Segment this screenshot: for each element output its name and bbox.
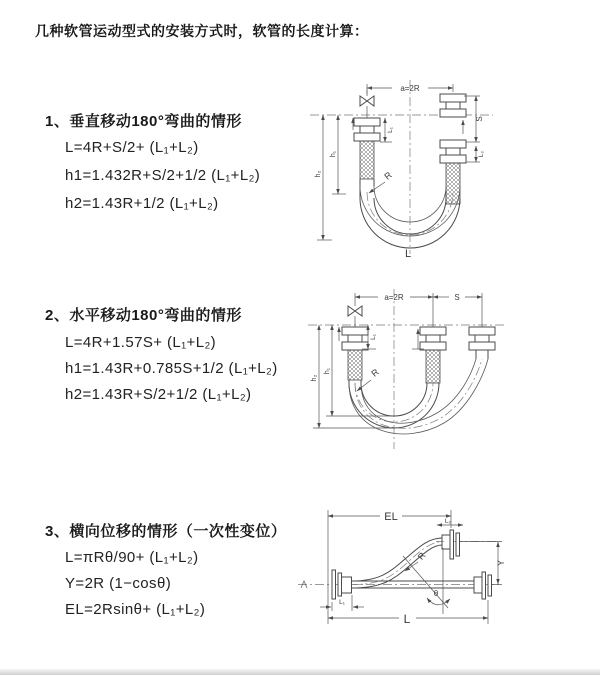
- fitting-right-upper: [440, 94, 466, 117]
- braid-sleeve: [426, 350, 440, 383]
- flange-top-right: [442, 530, 460, 559]
- dim-label-span: a=2R: [400, 84, 420, 93]
- valve-icon: [360, 90, 374, 118]
- dimension-fitting-left: [320, 595, 364, 611]
- flange-left: [332, 570, 352, 599]
- fitting-middle: [420, 327, 446, 383]
- dim-label-l2: L₂: [478, 150, 485, 158]
- formula-line: L=πRθ/90+ (L₁+L₂): [65, 549, 199, 566]
- formula-line: h1=1.43R+0.785S+1/2 (L₁+L₂): [65, 360, 278, 377]
- section-2-heading: 2、水平移动180°弯曲的情形: [45, 307, 242, 324]
- dim-label-stroke: S: [454, 293, 460, 302]
- flange-bottom-right: [474, 572, 492, 599]
- braid-sleeve: [446, 163, 460, 204]
- section-3-heading: 3、横向位移的情形（一次性变位）: [45, 523, 287, 540]
- formula-line: h1=1.432R+S/2+1/2 (L₁+L₂): [65, 167, 261, 184]
- dim-label-h1: h₁: [330, 150, 337, 158]
- dimension-el: [328, 510, 451, 624]
- dim-label-l1: L₁: [370, 334, 377, 340]
- dim-label-l1: L₁: [339, 599, 345, 606]
- dim-label-length: L: [403, 612, 411, 626]
- formula-line: EL=2Rsinθ+ (L₁+L₂): [65, 601, 206, 618]
- dim-label-h2: h₂: [315, 170, 322, 178]
- diagram-horizontal-180-bend: [306, 283, 600, 455]
- scan-edge: [0, 669, 600, 675]
- doc-title: 几种软管运动型式的安装方式时，软管的长度计算：: [35, 23, 369, 39]
- dim-label-length: L: [404, 248, 412, 260]
- dim-label-el: EL: [384, 511, 398, 523]
- dimension-fitting-left: [380, 118, 394, 142]
- diagram-lateral-displacement: [296, 496, 600, 646]
- dim-label-h1: h₁: [324, 367, 331, 375]
- formula-line: h2=1.43R+1/2 (L₁+L₂): [65, 195, 219, 212]
- fitting-right-shifted: [469, 327, 495, 359]
- section-1-heading: 1、垂直移动180°弯曲的情形: [45, 113, 242, 130]
- dimension-fitting-right: [466, 146, 485, 162]
- dim-label-radius: R: [369, 366, 381, 379]
- formula-line: L=4R+S/2+ (L₁+L₂): [65, 139, 199, 156]
- valve-icon: [348, 299, 362, 327]
- dimension-stroke: [464, 96, 484, 142]
- dim-label-radius: R: [382, 169, 394, 182]
- centerlines: [310, 80, 493, 254]
- fitting-left: [342, 327, 368, 380]
- braid-sleeve: [360, 141, 374, 179]
- braid-sleeve: [348, 350, 362, 380]
- formula-line: Y=2R (1−cosθ): [65, 575, 172, 592]
- dim-label-l2: L₂: [444, 518, 452, 525]
- dimension-h2: [315, 115, 332, 240]
- dimension-span: [367, 84, 453, 94]
- formula-line: L=4R+1.57S+ (L₁+L₂): [65, 334, 217, 351]
- diagram-vertical-180-bend: [308, 74, 600, 259]
- dimension-h1: [330, 115, 346, 194]
- dimension-span: [355, 293, 433, 302]
- dim-label-radius: R: [415, 550, 428, 562]
- dim-label-y: Y: [496, 559, 506, 567]
- formula-line: h2=1.43R+S/2+1/2 (L₁+L₂): [65, 386, 252, 403]
- fitting-left: [354, 118, 380, 179]
- dimension-fitting-top: [437, 518, 463, 525]
- dim-label-l1: L₁: [387, 127, 394, 133]
- dimension-stroke: [433, 293, 482, 302]
- dim-label-theta: θ: [433, 589, 439, 598]
- dim-label-h2: h₂: [311, 374, 318, 382]
- dim-label-stroke: S: [475, 116, 484, 122]
- centerlines: [308, 289, 506, 449]
- dim-label-span: a=2R: [384, 293, 404, 302]
